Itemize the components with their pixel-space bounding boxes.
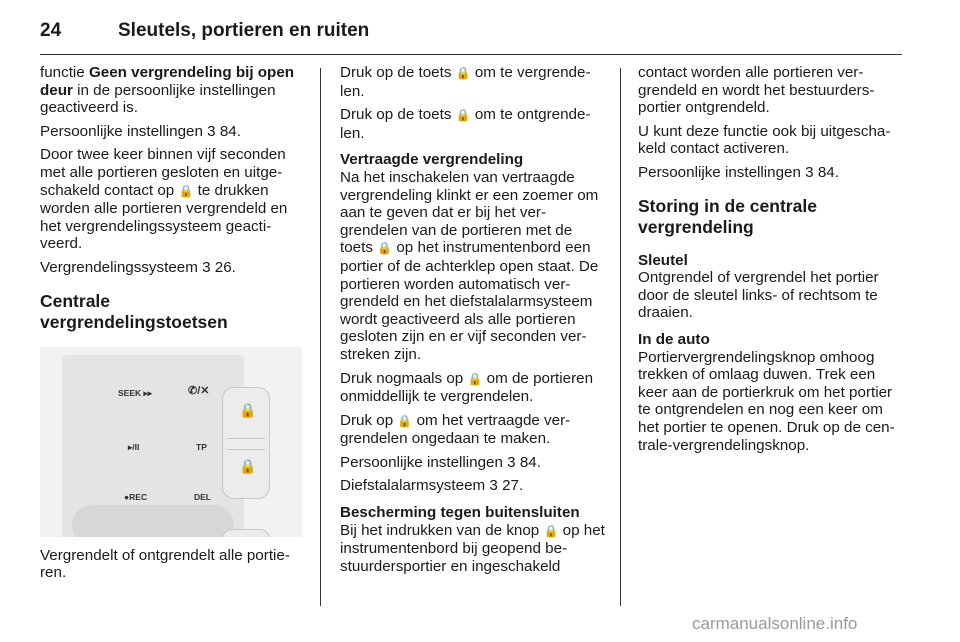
column-2: [340, 64, 606, 581]
paragraph: [40, 259, 302, 277]
page-ref-icon: 3: [489, 477, 498, 495]
page-ref-icon: 3: [805, 163, 814, 181]
page-number: 24: [40, 20, 62, 41]
column-3: [638, 64, 904, 460]
text: Persoonlijke instellingen: [638, 163, 806, 181]
paragraph: [40, 64, 302, 117]
paragraph: Portiervergrendelingsknop omhoog trekken of omlaag duwen. Trek een keer aan de portierkruk om het portier te ontgrendelen en nog een keer om het portier te openen. Druk op de centrale-vergrendelingsknop.: [638, 348, 895, 454]
text: functie: [40, 64, 89, 81]
column-divider: [320, 68, 321, 606]
setting-name: Geen vergrendeling bij open deur: [40, 64, 295, 99]
paragraph: Ontgrendel of vergrendel het portier door de sleutel links- of rechtsom te draaien.: [638, 269, 879, 322]
text: Druk op: [340, 411, 398, 429]
text: om te vergrendelen.: [340, 64, 591, 100]
page-ref-number[interactable]: 84.: [515, 453, 541, 471]
paragraph: [340, 522, 606, 576]
del-label: DEL: [194, 491, 211, 502]
figure-caption: Vergrendelt of ontgrendelt alle portieren.: [40, 546, 290, 582]
paragraph: [638, 164, 904, 182]
text: om de portieren onmiddellijk te vergrendelen.: [340, 369, 594, 406]
text: Druk nogmaals op: [340, 369, 468, 387]
subheading: Bescherming tegen buitensluiten: [340, 504, 580, 522]
paragraph: [40, 146, 302, 253]
unlock-icon: 🔒: [397, 413, 413, 428]
page-ref-number[interactable]: 84.: [215, 122, 241, 140]
lock-icon: 🔒: [543, 523, 559, 538]
control-panel: [62, 355, 244, 537]
text: om het vertraagde vergrendelen ongedaan te maken.: [340, 411, 571, 448]
text: te drukken worden alle portieren vergrendeld en het vergrendelingssysteem geactiveerd.: [40, 181, 288, 253]
text: om te ontgrendelen.: [340, 106, 591, 142]
central-lock-rocker[interactable]: [222, 387, 270, 499]
paragraph: [340, 64, 606, 100]
lock-icon: 🔒: [467, 371, 483, 386]
text: Na het inschakelen van vertraagde vergrendeling klinkt er een zoemer om aan te geven dat er bij het vergrendelen van de portieren met de toets: [340, 168, 599, 257]
lock-icon: 🔒: [178, 183, 194, 198]
seek-label: SEEK ▸▸: [118, 387, 153, 398]
page-header: [40, 16, 902, 55]
lock-buttons-figure: [40, 347, 302, 537]
subheading: Sleutel: [638, 251, 688, 269]
lower-button: [222, 529, 270, 537]
page-title: Sleutels, portieren en ruiten: [118, 20, 370, 41]
text: op het instrumentenbord bij geopend bestuurdersportier en ingeschakeld: [340, 521, 605, 575]
text: Bij het indrukken van de knop: [340, 521, 544, 539]
column-1: [40, 64, 302, 588]
paragraph: [340, 169, 606, 364]
section-heading: Centrale vergrendelingstoetsen: [40, 290, 228, 332]
tp-label: TP: [196, 441, 207, 452]
subheading: In de auto: [638, 330, 710, 348]
play-pause-label: ▸/II: [128, 441, 140, 452]
text: Druk op de toets: [340, 64, 456, 81]
lock-icon: 🔒: [377, 241, 393, 256]
column-divider: [620, 68, 621, 606]
page-ref-icon: 3: [202, 258, 211, 276]
unlock-icon: 🔒: [455, 108, 471, 123]
page-ref-number[interactable]: 27.: [497, 477, 524, 495]
paragraph: [340, 106, 606, 142]
paragraph: [340, 412, 606, 448]
lock-icon: 🔒: [239, 457, 257, 474]
page-ref-number[interactable]: 26.: [210, 258, 236, 276]
text: Door twee keer binnen vijf seconden met alle portieren gesloten en uitgeschakeld contact op: [40, 146, 286, 199]
paragraph: [40, 123, 302, 141]
lock-icon: 🔒: [455, 66, 471, 80]
text: Persoonlijke instellingen: [340, 453, 508, 471]
panel-lower-bezel: [72, 505, 234, 537]
text: Persoonlijke instellingen: [40, 122, 208, 140]
page-ref-icon: 3: [207, 122, 216, 140]
page-ref-icon: 3: [507, 453, 516, 471]
paragraph: [340, 370, 606, 406]
phone-icon: ✆/✕: [188, 384, 210, 397]
subheading: Vertraagde vergrendeling: [340, 151, 524, 169]
unlock-icon: 🔒: [239, 401, 257, 418]
watermark: carmanualsonline.info: [692, 614, 858, 633]
paragraph: [340, 454, 606, 472]
rocker-divider: [227, 438, 265, 450]
section-heading: Storing in de centrale vergrendeling: [638, 195, 817, 237]
text: Vergrendelingssysteem: [40, 258, 203, 276]
paragraph: [340, 477, 606, 495]
text: op het instrumentenbord een portier of de achterklep open staat. De portieren worden automatisch vergrendeld en het diefstalalarmsysteem wordt geactiveerd als alle portieren gesloten zijn en er vijf seconden verstreken zijn.: [340, 239, 599, 363]
paragraph: U kunt deze functie ook bij uitgeschakeld contact activeren.: [638, 122, 891, 158]
rec-label: ●REC: [124, 491, 148, 502]
paragraph: contact worden alle portieren vergrendeld en wordt het bestuurdersportier ontgrendeld.: [638, 64, 875, 117]
text: Druk op de toets: [340, 106, 456, 124]
text: in de persoonlijke instellingen geactiveerd is.: [40, 81, 276, 117]
text: Diefstalalarmsysteem: [340, 477, 490, 495]
page-ref-number[interactable]: 84.: [813, 163, 839, 181]
